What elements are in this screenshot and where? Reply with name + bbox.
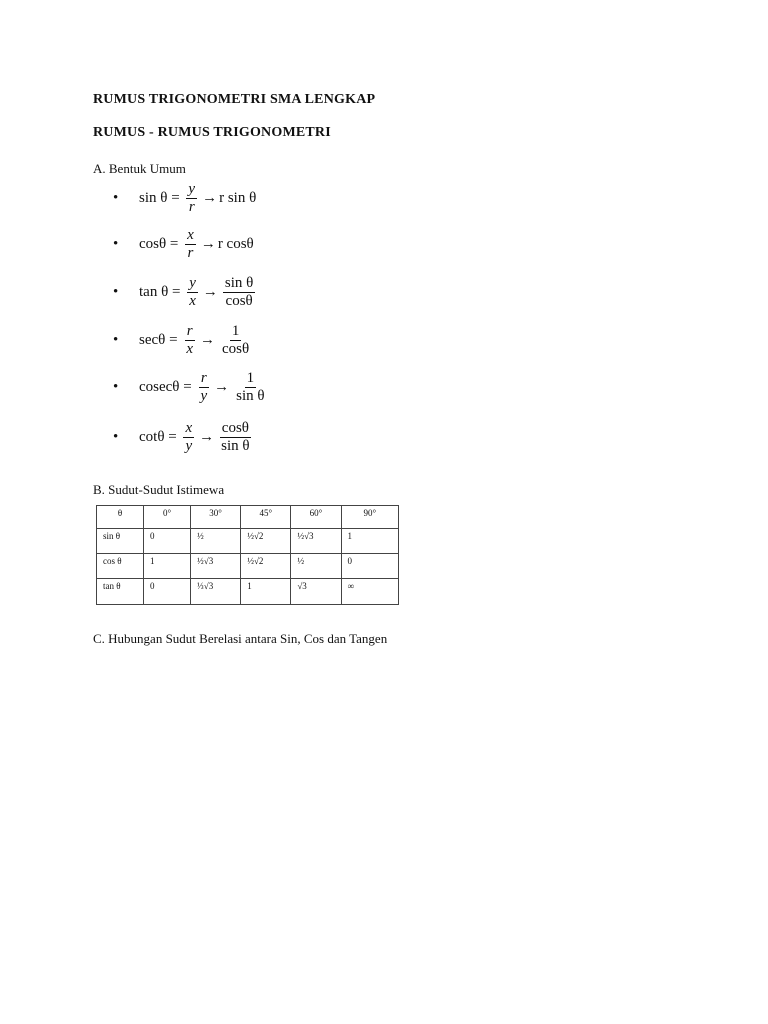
arrow-icon: →	[202, 189, 218, 206]
table-header-cell: 90°	[341, 506, 399, 529]
table-cell: ∞	[341, 579, 399, 605]
table-header-row	[97, 506, 399, 529]
formula-sin	[113, 178, 256, 218]
bullet: •	[113, 283, 119, 300]
table-cell: ½√2	[241, 529, 291, 554]
fraction	[187, 275, 198, 310]
bullet: •	[113, 378, 119, 395]
bullet: •	[113, 331, 119, 348]
section-b-heading: B. Sudut-Sudut Istimewa	[93, 482, 225, 497]
arrow-icon: →	[214, 378, 230, 395]
fraction-numerator: 1	[246, 369, 255, 386]
fraction-denominator: sin θ	[221, 437, 250, 454]
table-cell: 1	[241, 579, 291, 605]
fraction-denominator: y	[200, 387, 208, 404]
result-fraction	[220, 323, 251, 358]
fraction	[186, 181, 197, 216]
table-cell: 0	[144, 529, 191, 554]
formula-rhs: r sin θ	[219, 189, 257, 206]
table-cell: ½√2	[241, 554, 291, 579]
fraction-denominator: r	[187, 244, 194, 261]
result-fraction	[234, 370, 266, 405]
table-cell: cos θ	[97, 554, 144, 579]
fraction-numerator: 1	[231, 322, 240, 339]
table-cell: ½√3	[191, 554, 241, 579]
fraction-denominator: x	[189, 292, 196, 309]
table-cell: ½	[291, 554, 341, 579]
arrow-icon: →	[199, 331, 215, 348]
formula-lhs: cosecθ =	[139, 378, 196, 395]
table-cell: 0	[341, 554, 399, 579]
arrow-icon: →	[200, 235, 216, 252]
table-row	[97, 579, 399, 605]
fraction-numerator: y	[189, 274, 196, 291]
formula-lhs: cotθ =	[139, 428, 181, 445]
fraction-denominator: x	[186, 340, 193, 357]
fraction	[198, 370, 209, 405]
formula-cosec	[113, 367, 270, 407]
table-header-cell: 30°	[191, 506, 241, 529]
formula-lhs: cosθ =	[139, 235, 183, 252]
fraction-numerator: y	[188, 180, 196, 197]
table-header-cell: θ	[97, 506, 144, 529]
formula-lhs: sin θ =	[139, 189, 184, 206]
table-cell: 1	[341, 529, 399, 554]
bullet: •	[113, 189, 119, 206]
fraction-numerator: sin θ	[224, 274, 254, 291]
table-cell: sin θ	[97, 529, 144, 554]
fraction-denominator: sin θ	[236, 387, 265, 404]
special-angles-table	[96, 505, 399, 605]
table-cell: ⅓√3	[191, 579, 241, 605]
table-header-cell: 60°	[291, 506, 341, 529]
fraction-numerator: x	[185, 419, 193, 436]
table-row	[97, 554, 399, 579]
formula-cot	[113, 417, 255, 457]
bullet: •	[113, 428, 119, 445]
table-cell: ½	[191, 529, 241, 554]
document-title: RUMUS TRIGONOMETRI SMA LENGKAP	[93, 92, 376, 107]
formula-cos	[113, 224, 254, 264]
bullet: •	[113, 235, 119, 252]
result-fraction	[223, 275, 255, 310]
section-c-heading: C. Hubungan Sudut Berelasi antara Sin, Cos dan Tangen	[93, 631, 388, 646]
formula-lhs: tan θ =	[139, 283, 185, 300]
fraction-numerator: r	[200, 369, 207, 386]
table-row	[97, 529, 399, 554]
document-subtitle: RUMUS - RUMUS TRIGONOMETRI	[93, 125, 331, 140]
fraction	[184, 323, 195, 358]
table-cell: tan θ	[97, 579, 144, 605]
fraction-denominator: cosθ	[225, 292, 253, 309]
fraction	[183, 420, 194, 455]
formula-lhs: secθ =	[139, 331, 182, 348]
table-header-cell: 45°	[241, 506, 291, 529]
table-cell: ½√3	[291, 529, 341, 554]
result-fraction	[219, 420, 251, 455]
fraction-numerator: x	[187, 226, 194, 243]
formula-rhs: r cosθ	[217, 235, 254, 252]
fraction-numerator: cosθ	[221, 419, 249, 436]
table-cell: 0	[144, 579, 191, 605]
fraction-numerator: r	[186, 322, 193, 339]
arrow-icon: →	[199, 428, 215, 445]
table-cell: √3	[291, 579, 341, 605]
arrow-icon: →	[202, 283, 218, 300]
fraction-denominator: cosθ	[221, 340, 250, 357]
table-header-cell: 0°	[144, 506, 191, 529]
fraction-denominator: r	[188, 198, 195, 215]
fraction-denominator: y	[185, 437, 193, 454]
formula-sec	[113, 320, 254, 360]
formula-tan	[113, 272, 258, 312]
fraction	[185, 227, 196, 262]
table-cell: 1	[144, 554, 191, 579]
section-a-heading: A. Bentuk Umum	[93, 161, 186, 176]
